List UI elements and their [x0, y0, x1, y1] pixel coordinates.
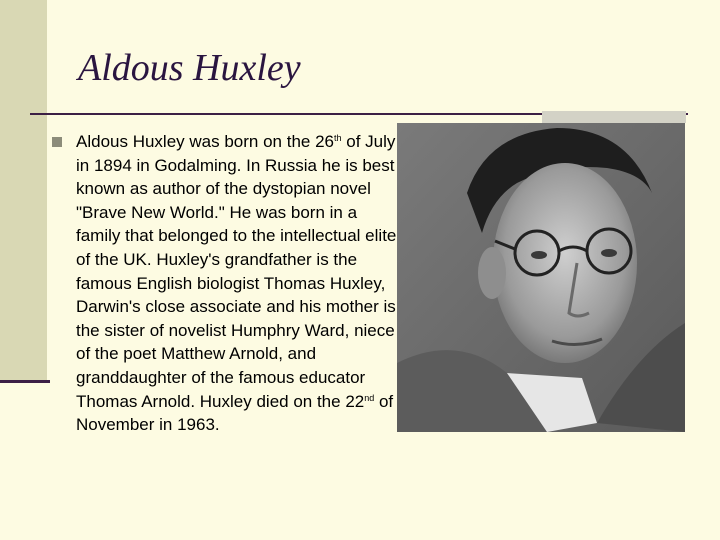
bio-superscript-th: th — [334, 133, 342, 143]
bio-paragraph — [76, 130, 401, 437]
bio-text-part-3: of November in 1963. — [76, 391, 394, 435]
bullet-square-icon — [52, 137, 62, 147]
bio-superscript-nd: nd — [364, 392, 375, 403]
bio-text-part-1: Aldous Huxley was born on the 26 — [76, 132, 334, 151]
left-accent-line — [0, 380, 50, 383]
slide-title: Aldous Huxley — [78, 47, 301, 89]
left-decorative-bar — [0, 0, 47, 383]
bio-text-part-2: of July in 1894 in Godalming. In Russia he is best known as author of the dystopian novel "Brave New World." He was born in a family that belonged to the intellectual elite of the UK. Huxley's grandfather is the famous English biologist Thomas Huxley, Darwin's close associate and his mother is the sister of novelist Humphry Ward, niece of the poet Matthew Arnold, and granddaughter of the famous educator Thomas Arnold. Huxley died on the 22 — [76, 132, 397, 411]
photo-top-band — [542, 111, 686, 123]
portrait-photo — [397, 123, 685, 432]
